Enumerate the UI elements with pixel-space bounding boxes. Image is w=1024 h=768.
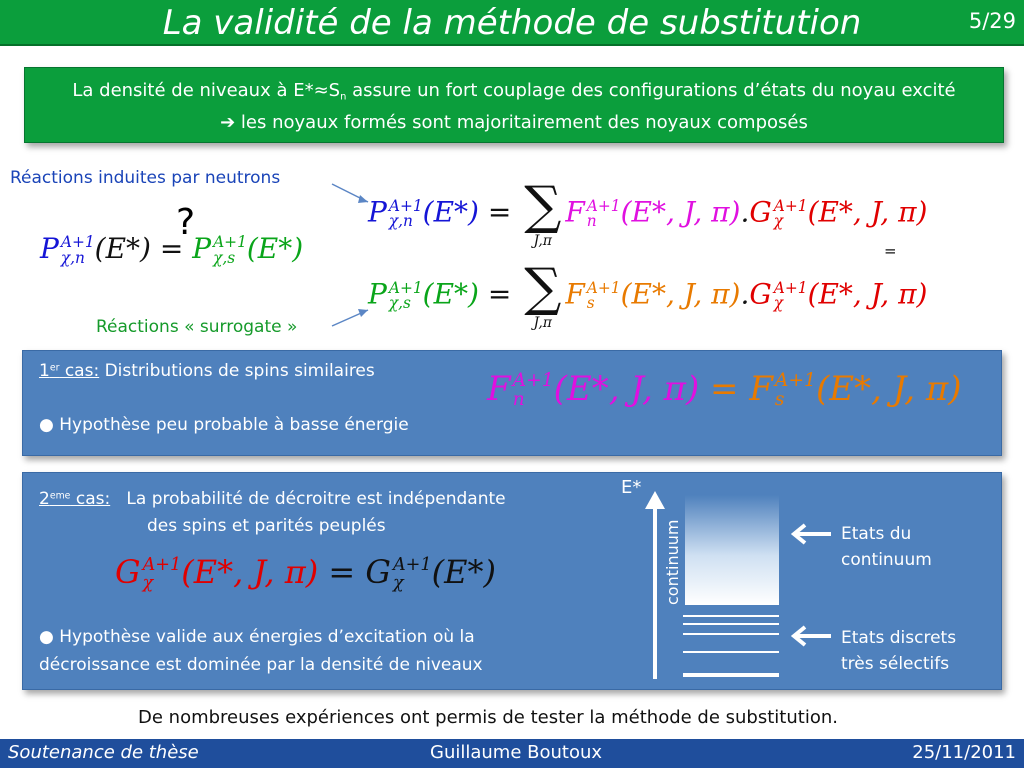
discrete-level — [683, 633, 779, 635]
discrete-arrow-icon — [791, 625, 833, 647]
discrete-level — [683, 651, 779, 653]
footer-right: 25/11/2011 — [912, 742, 1016, 763]
neutron-decomposition-equation: P A+1 χ,n (E*) = ∑ J,π F A+1 n (E*, J, π).G A+1 χ (E*, J, π) — [368, 176, 928, 249]
case-2-bullet-line-2: décroissance est dominée par la densité de niveaux — [39, 655, 483, 675]
intro-line-1: La densité de niveaux à $E*\approx S_n$ assure un fort couplage des configurations d’états du noyau excité — [72, 80, 956, 103]
case-2-box — [22, 472, 1002, 690]
page-number: 5/29 — [968, 9, 1016, 33]
footer-left: Soutenance de thèse — [8, 742, 199, 763]
continuum-states-label: Etats du continuum — [841, 524, 932, 570]
continuum-block — [685, 495, 779, 605]
surrogate-reactions-label: Réactions « surrogate » — [96, 317, 298, 337]
conclusion-text: De nombreuses expériences ont permis de tester la méthode de substitution. — [138, 707, 838, 728]
discrete-level — [683, 615, 779, 617]
case-2-title-line-2: des spins et parités peuplés — [147, 516, 386, 536]
case-1-title: 1er cas: Distributions de spins similaires — [39, 361, 375, 381]
energy-axis-label: E* — [621, 477, 642, 498]
surrogate-decomposition-equation: P A+1 χ,s (E*) = ∑ J,π F A+1 s (E*, J, π).G A+1 χ (E*, J, π) — [368, 258, 928, 331]
continuum-vertical-label: continuum — [663, 519, 682, 605]
case-1-box — [22, 350, 1002, 456]
case-2-title-line-1: 2eme cas: La probabilité de décroitre est indépendante — [39, 489, 506, 509]
case-2-bullet-line-1: ● Hypothèse valide aux énergies d’excitation où la — [39, 627, 475, 647]
slide-title: La validité de la méthode de substitution — [162, 3, 862, 43]
intro-box — [24, 67, 1004, 143]
discrete-states-label: Etats discrets très sélectifs — [841, 628, 957, 674]
footer-center: Guillaume Boutoux — [430, 742, 603, 763]
continuum-arrow-icon — [791, 523, 833, 545]
ground-level — [683, 673, 779, 677]
neutron-reactions-label: Réactions induites par neutrons — [10, 168, 281, 188]
case-1-equation: F A+1 n (E*, J, π) = F A+1 s (E*, J, π) — [487, 369, 962, 410]
intro-line-2: ➔ les noyaux formés sont majoritairement des noyaux composés — [220, 112, 808, 134]
question-mark: ? — [176, 202, 196, 243]
case-1-bullet: ● Hypothèse peu probable à basse énergie — [39, 415, 409, 435]
case-2-equation: G A+1 χ (E*, J, π) = G A+1 χ (E*) — [115, 553, 496, 593]
equality-equation: P A+1 χ,n (E*) = P A+1 χ,s (E*) — [40, 232, 304, 267]
discrete-level — [683, 623, 779, 625]
equals-sign: = — [884, 242, 897, 260]
